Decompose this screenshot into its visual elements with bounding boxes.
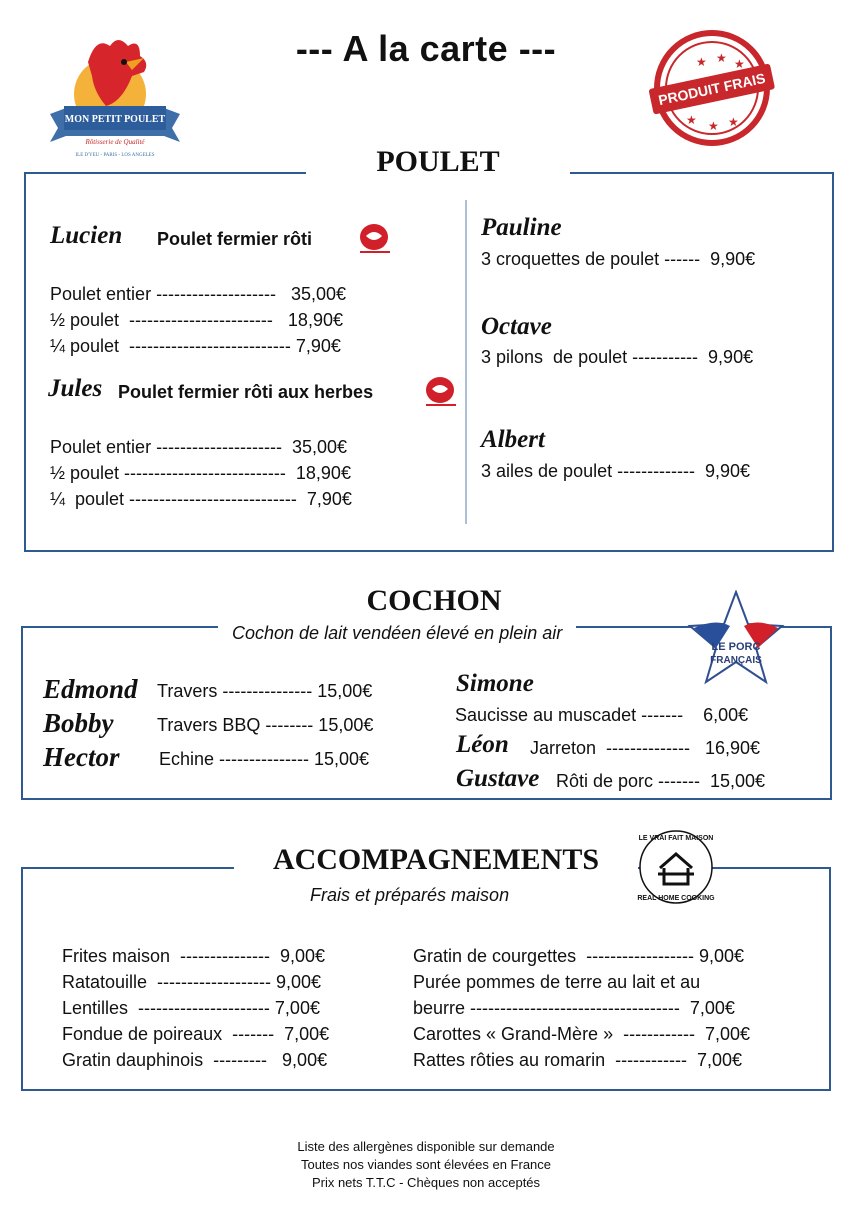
label-rouge-icon: [356, 222, 396, 256]
svg-text:FRANÇAIS: FRANÇAIS: [710, 655, 762, 666]
page-title: --- A la carte ---: [295, 28, 557, 69]
poulet-title: POULET: [306, 145, 570, 179]
side-dish-line: Frites maison --------------- 9,00€: [62, 946, 325, 966]
item-name-albert: Albert: [481, 426, 545, 453]
svg-text:★: ★: [696, 55, 707, 69]
footer-line: Liste des allergènes disponible sur demande: [297, 1139, 555, 1154]
footer-line: Toutes nos viandes sont élevées en France: [300, 1157, 552, 1172]
price-line: 3 croquettes de poulet ------ 9,90€: [481, 249, 756, 269]
side-dish-line: Purée pommes de terre au lait et au: [413, 972, 701, 992]
item-name-jules: Jules: [48, 375, 103, 402]
side-dish-line: Gratin dauphinois --------- 9,00€: [62, 1050, 328, 1070]
price-line: Poulet entier --------------------- 35,00€: [50, 437, 347, 457]
price-line: ¼ poulet --------------------------- 7,90€: [50, 336, 341, 356]
price-line: 3 pilons de poulet ----------- 9,90€: [481, 347, 754, 367]
svg-text:★: ★: [716, 51, 727, 65]
side-dish-line: Fondue de poireaux ------- 7,00€: [62, 1024, 330, 1044]
svg-text:LE PORC: LE PORC: [711, 641, 761, 653]
side-dish-line: Carottes « Grand-Mère » ------------ 7,00€: [413, 1024, 751, 1044]
svg-text:MON PETIT POULET: MON PETIT POULET: [64, 114, 166, 125]
cochon-subtitle: Cochon de lait vendéen élevé en plein air: [218, 623, 576, 644]
svg-text:PRODUIT FRAIS: PRODUIT FRAIS: [656, 69, 767, 109]
side-dish-line: Rattes rôties au romarin ------------ 7,00€: [413, 1050, 743, 1070]
svg-text:★: ★: [728, 115, 739, 129]
price-line: Poulet entier -------------------- 35,00€: [50, 284, 347, 304]
side-dish-line: Ratatouille ------------------- 9,00€: [62, 972, 321, 992]
price-line: Travers BBQ -------- 15,00€: [157, 715, 374, 735]
le-porc-francais-badge: [686, 590, 786, 686]
footer-notes: [0, 1138, 852, 1192]
svg-text:Rôtisserie de Qualité: Rôtisserie de Qualité: [85, 138, 145, 146]
price-line: Saucisse au muscadet ------- 6,00€: [455, 705, 749, 725]
svg-text:LE VRAI FAIT MAISON: LE VRAI FAIT MAISON: [638, 835, 714, 842]
svg-text:★: ★: [686, 113, 697, 127]
svg-text:REAL HOME COOKING: REAL HOME COOKING: [637, 895, 715, 902]
svg-text:★: ★: [734, 57, 745, 71]
svg-text:ILE D'YEU - PARIS - LOS ANGELE: ILE D'YEU - PARIS - LOS ANGELES: [75, 153, 155, 158]
cochon-title: COCHON: [366, 584, 502, 617]
price-line: ¼ poulet ---------------------------- 7,90€: [50, 489, 352, 509]
item-name-leon: Léon: [456, 731, 509, 758]
item-name-hector: Hector: [43, 742, 120, 772]
price-line: Travers --------------- 15,00€: [157, 681, 373, 701]
item-name-lucien: Lucien: [50, 222, 123, 249]
mon-petit-poulet-logo: [48, 32, 182, 162]
side-dish-line: beurre ----------------------------------- 7,00€: [413, 998, 735, 1018]
price-line: Jarreton -------------- 16,90€: [530, 738, 761, 758]
accomp-subtitle: Frais et préparés maison: [296, 885, 523, 906]
item-name-simone: Simone: [456, 670, 534, 697]
item-desc-lucien: Poulet fermier rôti: [157, 229, 313, 249]
item-name-edmond: Edmond: [43, 674, 138, 704]
price-line: 3 ailes de poulet ------------- 9,90€: [481, 461, 751, 481]
side-dish-line: Lentilles ---------------------- 7,00€: [62, 998, 320, 1018]
price-line: ½ poulet ------------------------ 18,90€: [50, 310, 343, 330]
accomp-title: ACCOMPAGNEMENTS: [234, 843, 638, 877]
price-line: ½ poulet --------------------------- 18,90€: [50, 463, 351, 483]
poulet-divider: [465, 200, 467, 524]
item-name-pauline: Pauline: [481, 214, 562, 241]
price-line: Rôti de porc ------- 15,00€: [556, 771, 766, 791]
item-name-bobby: Bobby: [43, 708, 114, 738]
svg-text:★: ★: [708, 119, 719, 133]
fait-maison-badge: [636, 824, 716, 910]
item-desc-jules: Poulet fermier rôti aux herbes: [118, 382, 374, 402]
label-rouge-icon: [422, 375, 462, 409]
price-line: Echine --------------- 15,00€: [159, 749, 370, 769]
produit-frais-stamp: [642, 28, 776, 148]
footer-line: Prix nets T.T.C - Chèques non acceptés: [311, 1175, 541, 1190]
item-name-gustave: Gustave: [456, 765, 540, 792]
side-dish-line: Gratin de courgettes ------------------ 9,00€: [413, 946, 745, 966]
item-name-octave: Octave: [481, 313, 552, 340]
